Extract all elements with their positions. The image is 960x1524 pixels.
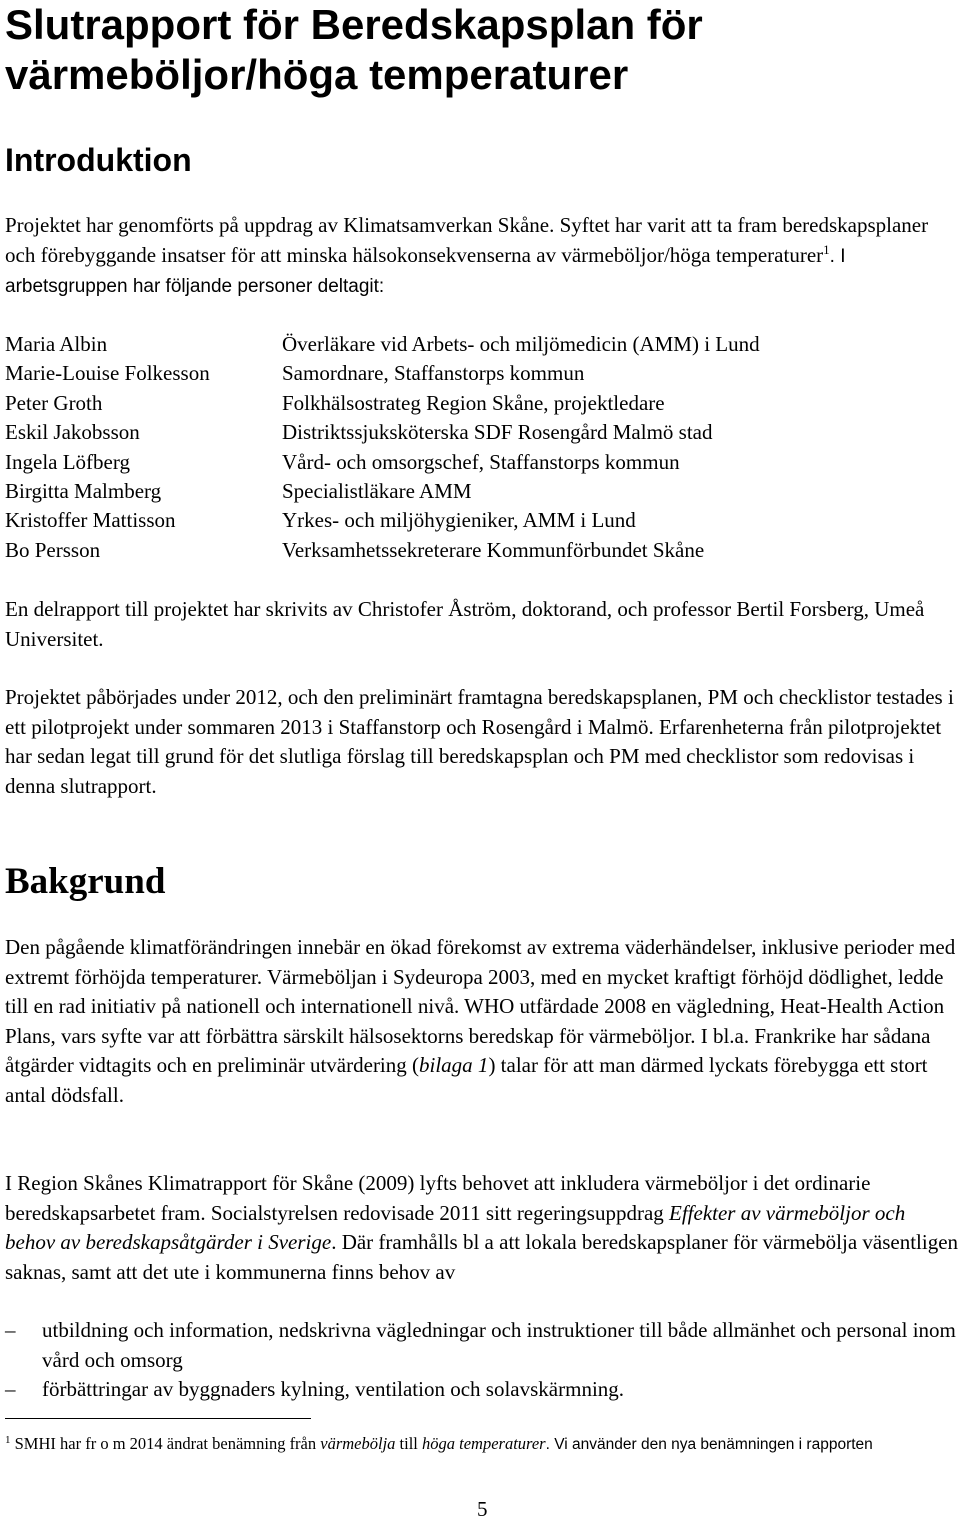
person-role: Överläkare vid Arbets- och miljömedicin (AMM) i Lund [282, 332, 760, 356]
table-row [5, 536, 960, 565]
intro-paragraph-3: Projektet påbörjades under 2012, och den preliminärt framtagna beredskapsplanen, PM och checklistor testades i ett pilotprojekt under sommaren 2013 i Staffanstorp och Rosengård i Malmö. Erfarenheterna från pilotprojektet har sedan legat till grund för det slutliga förslag till beredskapsplan och PM med checklistor som redovisas i denna slutrapport. [5, 685, 954, 798]
table-row [5, 359, 960, 388]
person-name: Marie-Louise Folkesson [5, 361, 210, 386]
person-role: Verksamhetssekreterare Kommunförbundet Skåne [282, 537, 705, 562]
person-name: Peter Groth [5, 390, 103, 415]
table-row [5, 389, 960, 418]
footnote-reference[interactable]: 1 [823, 241, 830, 257]
person-role: Folkhälsostrateg Region Skåne, projektledare [282, 390, 665, 415]
person-name: Maria Albin [5, 332, 108, 356]
footnote-divider [5, 1418, 311, 1419]
working-group-list [5, 330, 960, 565]
section-heading-introduktion: Introduktion [5, 142, 192, 178]
list-item: – förbättringar av byggnaders kylning, ventilation och solavskärmning. [5, 1375, 960, 1405]
intro-paragraph-2: En delrapport till projektet har skrivits av Christofer Åström, doktorand, och professor Bertil Forsberg, Umeå Universitet. [5, 597, 925, 651]
person-name: Birgitta Malmberg [5, 478, 162, 503]
table-row [5, 418, 960, 447]
person-name: Eskil Jakobsson [5, 420, 140, 445]
footnote: $^1$ SMHI har fr o m 2014 ändrat benämning från värmebölja till höga temperaturer. Vi använder den nya benämningen i rapporten [5, 1434, 873, 1453]
person-role: Specialistläkare AMM [282, 478, 472, 503]
person-role: Vård- och omsorgschef, Staffanstorps kommun [282, 449, 680, 474]
person-name: Bo Persson [5, 537, 101, 562]
bakgrund-paragraph-1: Den pågående klimatförändringen innebär en ökad förekomst av extrema väderhändelser, inklusive perioder med extremt förhöjda temperaturer. Värmeböljan i Sydeuropa 2003, med en mycket kraftigt förhöjd dödlighet, ledde till en rad initiativ på nationell och internationell nivå. WHO utfärdade 2008 en vägledning, Heat-Health Action Plans, vars syfte var att förbättra särskilt hälsosektorns beredskap för värmeböljor. I bl.a. Frankrike har sådana åtgärder vidtagits och en preliminär utvärdering (bilaga 1) talar för att man därmed lyckats förebygga ett stort antal dödsfall. [5, 935, 956, 1107]
document-title: Slutrapport för Beredskapsplan för värmeböljor/höga temperaturer [5, 1, 703, 98]
needs-bullet-list [5, 1316, 960, 1405]
table-row [5, 477, 960, 506]
intro-paragraph-1: Projektet har genomförts på uppdrag av Klimatsamverkan Skåne. Syftet har varit att ta fram beredskapsplaner och förebyggande insatser för att minska hälsokonsekvenserna av värmeböljor/höga temperaturer$^1$. I arbetsgruppen har följande personer deltagit: [5, 213, 929, 297]
dash-bullet: – [5, 1377, 16, 1401]
person-role: Yrkes- och miljöhygieniker, AMM i Lund [282, 508, 636, 533]
person-role: Distriktssjuksköterska SDF Rosengård Malmö stad [282, 420, 713, 445]
person-name: Ingela Löfberg [5, 449, 130, 474]
section-heading-bakgrund: Bakgrund [5, 861, 166, 902]
person-name: Kristoffer Mattisson [5, 508, 176, 533]
person-role: Samordnare, Staffanstorps kommun [282, 361, 585, 386]
dash-bullet: – [5, 1318, 16, 1342]
table-row [5, 506, 960, 535]
bakgrund-paragraph-2: I Region Skånes Klimatrapport för Skåne (2009) lyfts behovet att inkludera värmeböljor i det ordinarie beredskapsarbetet fram. Socialstyrelsen redovisade 2011 sitt regeringsuppdrag Effekter av värmeböljor och behov av beredskapsåtgärder i Sverige. Där framhålls bl a att lokala beredskapsplaner för värmebölja väsentligen saknas, samt att det ute i kommunerna finns behov av [5, 1171, 959, 1284]
list-item: – utbildning och information, nedskrivna vägledningar och instruktioner till både allmänhet och personal inom vård och omsorg [5, 1318, 956, 1372]
page-number: 5 [477, 1497, 488, 1521]
table-row [5, 330, 960, 359]
table-row [5, 448, 960, 477]
